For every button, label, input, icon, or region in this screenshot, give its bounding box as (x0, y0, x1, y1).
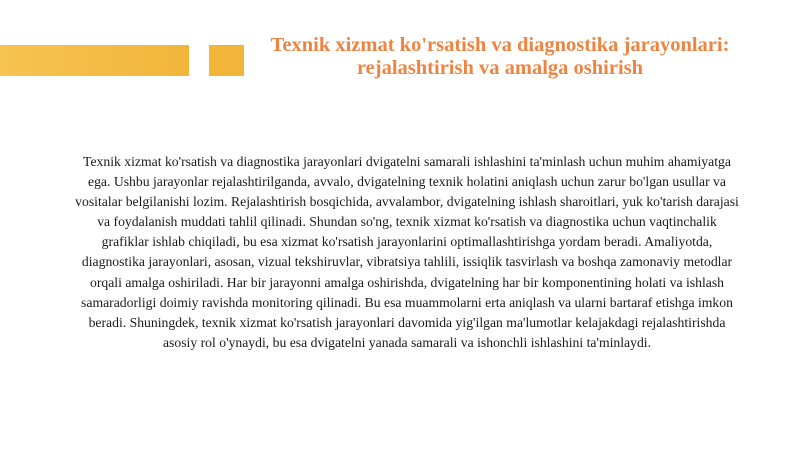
slide-body-text: Texnik xizmat ko'rsatish va diagnostika jarayonlari dvigatelni samarali ishlashini ta'minlash uchun muhim ahamiyatga ega. Ushbu jarayonlar rejalashtirilganda, avvalo, dvigatelning texnik holatini aniqlash uchun zarur bo'lgan usullar va vositalar belgilanishi lozim. Rejalashtirish bosqichida, avvalambor, dvigatelning ishlash sharoitlari, yuk ko'tarish darajasi va foydalanish muddati tahlil qilinadi. Shundan so'ng, texnik xizmat ko'rsatish va diagnostika uchun vaqtinchalik grafiklar ishlab chiqiladi, bu esa xizmat ko'rsatish jarayonlarini optimallashtirishga yordam beradi. Amaliyotda, diagnostika jarayonlari, asosan, vizual tekshiruvlar, vibratsiya tahlili, issiqlik tasvirlash va boshqa zamonaviy metodlar orqali amalga oshiriladi. Har bir jarayonni amalga oshirishda, dvigatelning har bir komponentining holati va ishlash samaradorligi doimiy ravishda monitoring qilinadi. Bu esa muammolarni erta aniqlash va ularni bartaraf etishga imkon beradi. Shuningdek, texnik xizmat ko'rsatish jarayonlari davomida yig'ilgan ma'lumotlar kelajakdagi rejalashtirishda asosiy rol o'ynaydi, bu esa dvigatelni yanada samarali va ishonchli ishlashini ta'minlaydi. (75, 154, 739, 350)
slide-title: Texnik xizmat ko'rsatish va diagnostika jarayonlari: rejalashtirish va amalga oshirish (270, 34, 730, 79)
accent-bar-long (0, 45, 189, 76)
accent-bar-short (209, 45, 244, 76)
